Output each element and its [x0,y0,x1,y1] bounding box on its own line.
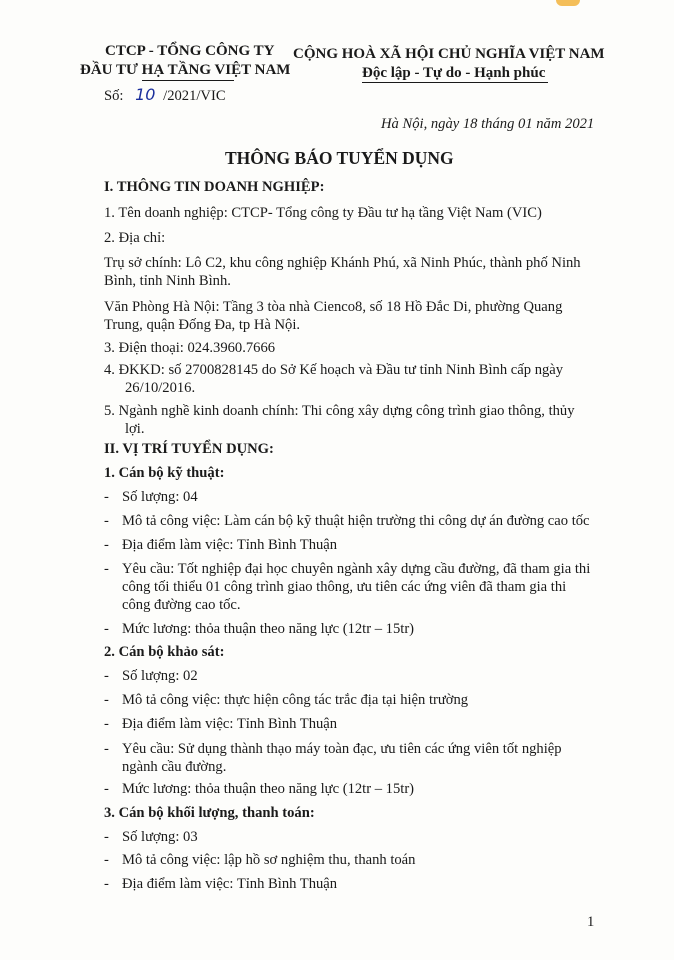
nation-motto: Độc lập - Tự do - Hạnh phúc [362,65,546,81]
pos1-heading: 1. Cán bộ kỹ thuật: [104,465,225,481]
business-reg-line2: 26/10/2016. [125,380,196,396]
bullet: - [104,561,109,577]
document-title: THÔNG BÁO TUYỂN DỤNG [225,148,454,168]
pos3-location: Địa điểm làm việc: Tỉnh Bình Thuận [122,876,338,892]
office-address-line2: Trung, quận Đống Đa, tp Hà Nội. [104,317,301,333]
pos1-requirements-line3: công đường cao tốc. [122,597,241,613]
pos2-requirements-line1: Yêu cầu: Sử dụng thành thạo máy toàn đạc, ưu tiên các ứng viên tốt nghiệp [122,741,562,757]
number-suffix: /2021/VIC [163,88,226,104]
pos2-salary: Mức lương: thỏa thuận theo năng lực (12tr – 15tr) [122,781,415,797]
bullet: - [104,876,109,892]
company-name: 1. Tên doanh nghiệp: CTCP- Tổng công ty Đầu tư hạ tầng Việt Nam (VIC) [104,205,542,221]
bullet: - [104,741,109,757]
bullet: - [104,621,109,637]
bullet: - [104,537,109,553]
bullet: - [104,489,109,505]
bullet: - [104,829,109,845]
org-name-line2: ĐẦU TƯ HẠ TẦNG VIỆT NAM [80,62,291,78]
business-reg-line1: 4. ĐKKD: số 2700828145 do Sở Kế hoạch và Đầu tư tỉnh Ninh Bình cấp ngày [104,362,564,378]
pos3-description: Mô tả công việc: lập hồ sơ nghiệm thu, thanh toán [122,852,416,868]
section1-heading: I. THÔNG TIN DOANH NGHIỆP: [104,179,325,195]
bullet: - [104,513,109,529]
org-underline [142,80,234,81]
org-name-line1: CTCP - TỔNG CÔNG TY [105,43,275,59]
pos2-heading: 2. Cán bộ khảo sát: [104,644,225,660]
pos1-location: Địa điểm làm việc: Tỉnh Bình Thuận [122,537,338,553]
address-label: 2. Địa chỉ: [104,230,166,246]
pos2-description: Mô tả công việc: thực hiện công tác trắc địa tại hiện trường [122,692,469,708]
motto-underline [362,82,548,83]
pos1-salary: Mức lương: thỏa thuận theo năng lực (12tr – 15tr) [122,621,415,637]
pos2-location: Địa điểm làm việc: Tỉnh Bình Thuận [122,716,338,732]
pos2-requirements-line2: ngành cầu đường. [122,759,227,775]
bullet: - [104,716,109,732]
hq-address-line2: Bình, tỉnh Ninh Bình. [104,273,231,289]
bullet: - [104,781,109,797]
pos3-heading: 3. Cán bộ khối lượng, thanh toán: [104,805,315,821]
number-prefix: Số: [104,88,124,104]
office-address-line1: Văn Phòng Hà Nội: Tầng 3 tòa nhà Cienco8, số 18 Hồ Đắc Di, phường Quang [104,299,563,315]
section2-heading: II. VỊ TRÍ TUYỂN DỤNG: [104,441,274,457]
pos1-requirements-line2: công tối thiểu 01 công trình giao thông, ưu tiên các ứng viên đã tham gia thi [122,579,567,595]
pos1-requirements-line1: Yêu cầu: Tốt nghiệp đại học chuyên ngành xây dựng cầu đường, đã tham gia thi [122,561,591,577]
business-line2: lợi. [125,421,145,437]
pos1-description: Mô tả công việc: Làm cán bộ kỹ thuật hiện trường thi công dự án đường cao tốc [122,513,590,529]
pos1-quantity: Số lượng: 04 [122,489,198,505]
business-line1: 5. Ngành nghề kinh doanh chính: Thi công xây dựng công trình giao thông, thủy [104,403,575,419]
place-date: Hà Nội, ngày 18 tháng 01 năm 2021 [381,116,595,132]
paper-stain [556,0,580,6]
pos3-quantity: Số lượng: 03 [122,829,198,845]
number-handwritten: 10 [135,85,156,104]
bullet: - [104,692,109,708]
page-number: 1 [587,914,595,930]
pos2-quantity: Số lượng: 02 [122,668,198,684]
phone: 3. Điện thoại: 024.3960.7666 [104,340,276,356]
document-number [104,86,226,105]
bullet: - [104,852,109,868]
hq-address-line1: Trụ sở chính: Lô C2, khu công nghiệp Khánh Phú, xã Ninh Phúc, thành phố Ninh [104,255,581,271]
nation-title: CỘNG HOÀ XÃ HỘI CHỦ NGHĨA VIỆT NAM [293,46,605,62]
bullet: - [104,668,109,684]
